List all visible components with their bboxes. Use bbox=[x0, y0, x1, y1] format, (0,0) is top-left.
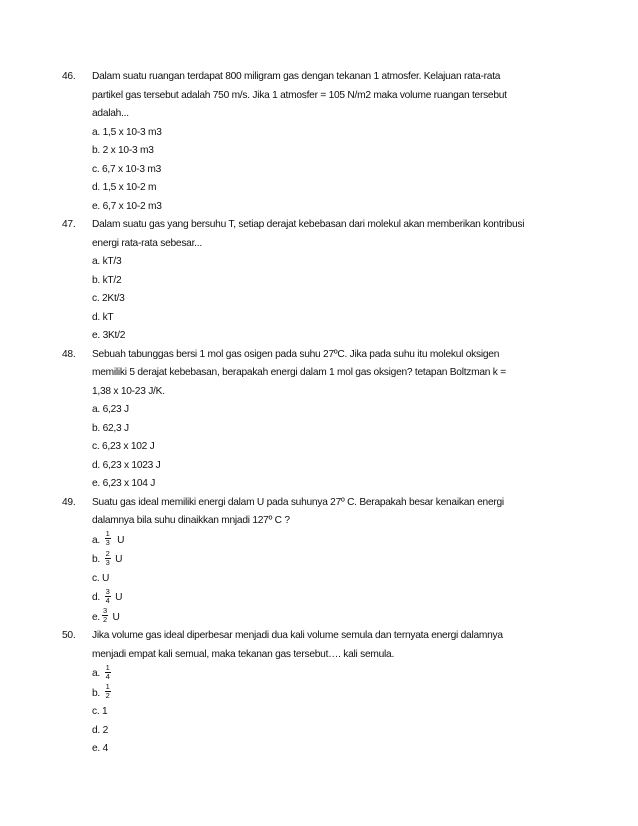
option-a bbox=[92, 531, 562, 551]
question-46 bbox=[62, 68, 562, 216]
question-text-line: memiliki 5 derajat kebebasan, berapakah energi dalam 1 mol gas oksigen? tetapan Boltzman k = bbox=[92, 367, 506, 378]
fraction bbox=[105, 588, 111, 605]
fraction-denominator: 4 bbox=[105, 671, 110, 681]
option-d bbox=[92, 588, 562, 608]
option-c bbox=[92, 570, 562, 589]
question-text-line: dalamnya bila suhu dinaikkan mnjadi 127º C ? bbox=[92, 515, 290, 526]
option-b: b. kT/2 bbox=[92, 274, 122, 286]
option-c: c. 6,7 x 10-3 m3 bbox=[92, 163, 162, 175]
question-text-line: Sebuah tabunggas bersi 1 mol gas osigen pada suhu 27ºC. Jika pada suhu itu molekul oksigen bbox=[92, 348, 500, 360]
fraction bbox=[105, 530, 111, 547]
option-e: e. 6,23 x 104 J bbox=[92, 478, 156, 489]
option-b bbox=[92, 684, 562, 704]
option-d: d. 1,5 x 10-2 m bbox=[92, 182, 157, 193]
fraction-denominator: 2 bbox=[105, 691, 110, 701]
option-e: e. 3Kt/2 bbox=[92, 330, 126, 341]
option-text: e. 4 bbox=[92, 743, 108, 754]
option-unit: U bbox=[115, 554, 123, 565]
question-text-line: menjadi empat kali semual, maka tekanan gas tersebut…. kali semula. bbox=[92, 648, 395, 660]
fraction bbox=[105, 683, 111, 700]
question-text-line: Jika volume gas ideal diperbesar menjadi dua kali volume semula dan ternyata energi dalamnya bbox=[92, 630, 503, 641]
option-unit: U bbox=[117, 534, 125, 546]
option-text: c. 1 bbox=[92, 706, 108, 717]
option-a: a. kT/3 bbox=[92, 256, 122, 267]
option-letter: d. bbox=[92, 592, 100, 603]
question-text-line: partikel gas tersebut adalah 750 m/s. Jika 1 atmosfer = 105 N/m2 maka volume ruangan tersebut bbox=[92, 89, 507, 101]
fraction bbox=[105, 664, 111, 681]
option-text: d. 2 bbox=[92, 724, 108, 736]
question-48 bbox=[62, 346, 562, 494]
fraction-denominator: 2 bbox=[103, 615, 107, 625]
option-letter: e. bbox=[92, 611, 100, 623]
fraction bbox=[102, 607, 108, 624]
question-text-line: Suatu gas ideal memiliki energi dalam U pada suhunya 27º C. Berapakah besar kenaikan energi bbox=[92, 496, 504, 508]
option-letter: a. bbox=[92, 534, 100, 546]
fraction-numerator: 1 bbox=[105, 662, 110, 672]
option-a: a. 6,23 J bbox=[92, 404, 129, 415]
option-unit: U bbox=[115, 592, 123, 603]
fraction-denominator: 3 bbox=[105, 557, 110, 567]
option-a: a. 1,5 x 10-3 m3 bbox=[92, 126, 162, 138]
question-number: 47. bbox=[62, 219, 76, 230]
question-text-line: Dalam suatu gas yang bersuhu T, setiap derajat kebebasan dari molekul akan memberikan kontribusi bbox=[92, 219, 525, 230]
question-number: 49. bbox=[62, 496, 76, 508]
question-text-line: energi rata-rata sebesar... bbox=[92, 237, 202, 249]
question-text-line: Dalam suatu ruangan terdapat 800 miligram gas dengan tekanan 1 atmosfer. Kelajuan rata-rata bbox=[92, 71, 501, 82]
question-number: 48. bbox=[62, 348, 76, 360]
option-c: c. 6,23 x 102 J bbox=[92, 441, 155, 452]
fraction-numerator: 3 bbox=[103, 606, 107, 616]
question-number: 46. bbox=[62, 71, 76, 82]
question-number: 50. bbox=[62, 630, 76, 641]
option-b bbox=[92, 550, 562, 570]
question-text-line: 1,38 x 10-23 J/K. bbox=[92, 385, 165, 397]
option-letter: b. bbox=[92, 554, 100, 565]
fraction-numerator: 3 bbox=[105, 586, 110, 596]
fraction-denominator: 4 bbox=[105, 595, 110, 605]
option-text: c. U bbox=[92, 572, 110, 584]
option-a bbox=[92, 664, 562, 684]
question-50 bbox=[62, 627, 562, 759]
question-list bbox=[62, 68, 562, 759]
option-e bbox=[92, 608, 562, 628]
option-e: e. 6,7 x 10-2 m3 bbox=[92, 200, 162, 212]
question-47 bbox=[62, 216, 562, 346]
fraction-numerator: 1 bbox=[105, 682, 110, 692]
option-d bbox=[92, 722, 562, 741]
option-e bbox=[92, 740, 562, 759]
question-49 bbox=[62, 494, 562, 628]
option-unit: U bbox=[112, 611, 120, 623]
fraction-numerator: 1 bbox=[105, 529, 110, 539]
option-c: c. 2Kt/3 bbox=[92, 293, 125, 304]
option-b: b. 62,3 J bbox=[92, 422, 129, 434]
fraction bbox=[105, 550, 111, 567]
option-d: d. 6,23 x 1023 J bbox=[92, 459, 161, 471]
question-text-line: adalah... bbox=[92, 108, 129, 119]
fraction-denominator: 3 bbox=[105, 538, 110, 548]
option-d: d. kT bbox=[92, 311, 114, 323]
option-letter: a. bbox=[92, 668, 100, 679]
option-letter: b. bbox=[92, 687, 100, 699]
fraction-numerator: 2 bbox=[105, 548, 110, 558]
option-c bbox=[92, 703, 562, 722]
option-b: b. 2 x 10-3 m3 bbox=[92, 145, 154, 156]
